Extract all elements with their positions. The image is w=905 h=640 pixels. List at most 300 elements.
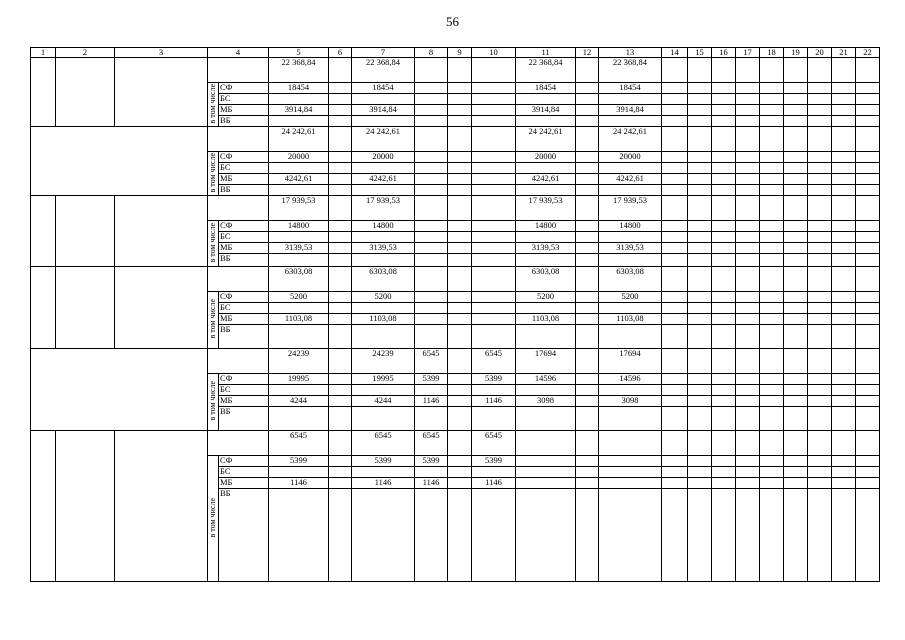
empty-cell [856, 116, 880, 127]
value-c8 [415, 325, 448, 349]
source-bs-label: БС [219, 467, 269, 478]
empty-cell [329, 83, 352, 94]
empty-cell [448, 314, 472, 325]
value-c10 [472, 116, 516, 127]
empty-cell [856, 431, 880, 456]
empty-cell [736, 292, 760, 303]
value-c7 [352, 385, 415, 396]
total-cost-label [208, 196, 269, 221]
source-mb-label: МБ [219, 396, 269, 407]
district-name [56, 267, 115, 349]
source-mb-label: МБ [219, 314, 269, 325]
empty-cell [784, 325, 808, 349]
empty-cell [832, 431, 856, 456]
value-c8 [415, 467, 448, 478]
empty-cell [760, 105, 784, 116]
empty-cell [832, 152, 856, 163]
value-c7 [352, 303, 415, 314]
empty-cell [329, 116, 352, 127]
empty-cell [832, 254, 856, 267]
empty-cell [760, 396, 784, 407]
empty-cell [856, 478, 880, 489]
value-c11: 20000 [516, 152, 576, 163]
value-c8 [415, 314, 448, 325]
empty-cell [688, 221, 712, 232]
empty-cell [808, 174, 832, 185]
including-text: в том числе [208, 222, 217, 263]
empty-cell [576, 396, 599, 407]
empty-cell [688, 127, 712, 152]
source-bs-label: БС [219, 94, 269, 105]
empty-cell [576, 58, 599, 83]
empty-cell [576, 163, 599, 174]
empty-cell [808, 407, 832, 431]
empty-cell [448, 396, 472, 407]
value-c5: 20000 [269, 152, 329, 163]
empty-cell [688, 396, 712, 407]
empty-cell [662, 292, 688, 303]
value-c11 [516, 456, 576, 467]
empty-cell [712, 174, 736, 185]
value-c5 [269, 254, 329, 267]
empty-cell [832, 116, 856, 127]
value-c5 [269, 407, 329, 431]
empty-cell [808, 478, 832, 489]
empty-cell [760, 83, 784, 94]
value-c8 [415, 407, 448, 431]
value-c13: 1103,08 [599, 314, 662, 325]
empty-cell [736, 431, 760, 456]
empty-cell [688, 105, 712, 116]
empty-cell [784, 116, 808, 127]
value-c10 [472, 221, 516, 232]
empty-cell [712, 243, 736, 254]
header-cell: 8 [415, 48, 448, 58]
row-number [31, 58, 56, 127]
empty-cell [808, 116, 832, 127]
value-c11 [516, 467, 576, 478]
empty-cell [760, 116, 784, 127]
empty-cell [856, 303, 880, 314]
table-row [31, 58, 904, 83]
empty-cell [736, 303, 760, 314]
empty-cell [448, 163, 472, 174]
empty-cell [808, 325, 832, 349]
header-cell: 6 [329, 48, 352, 58]
empty-cell [832, 385, 856, 396]
value-c10: 6545 [472, 349, 516, 374]
empty-cell [712, 116, 736, 127]
empty-cell [448, 478, 472, 489]
empty-cell [688, 58, 712, 83]
empty-cell [329, 163, 352, 174]
empty-cell [808, 83, 832, 94]
empty-cell [856, 243, 880, 254]
empty-cell [448, 267, 472, 292]
object-name [115, 196, 208, 267]
empty-cell [662, 431, 688, 456]
empty-cell [784, 105, 808, 116]
value-c8 [415, 243, 448, 254]
value-c10 [472, 325, 516, 349]
value-c13 [599, 456, 662, 467]
source-sf-label: СФ [219, 83, 269, 94]
value-c8 [415, 58, 448, 83]
value-c5 [269, 385, 329, 396]
row-number [31, 267, 56, 349]
including-label [208, 456, 219, 582]
empty-cell [688, 94, 712, 105]
value-c5: 19995 [269, 374, 329, 385]
empty-cell [329, 303, 352, 314]
empty-cell [329, 185, 352, 196]
empty-cell [329, 232, 352, 243]
value-c11 [516, 116, 576, 127]
empty-cell [712, 489, 736, 582]
total-cost-label [208, 127, 269, 152]
header-cell: 11 [516, 48, 576, 58]
empty-cell [662, 254, 688, 267]
value-c5 [269, 94, 329, 105]
source-vb-label: ВБ [219, 116, 269, 127]
empty-cell [576, 116, 599, 127]
value-c7: 18454 [352, 83, 415, 94]
empty-cell [808, 152, 832, 163]
empty-cell [329, 385, 352, 396]
value-c13: 18454 [599, 83, 662, 94]
empty-cell [856, 489, 880, 582]
empty-cell [784, 407, 808, 431]
empty-cell [712, 105, 736, 116]
value-c11: 3098 [516, 396, 576, 407]
empty-cell [856, 349, 880, 374]
empty-cell [662, 152, 688, 163]
empty-cell [760, 374, 784, 385]
value-c7 [352, 254, 415, 267]
empty-cell [856, 396, 880, 407]
empty-cell [576, 267, 599, 292]
empty-cell [576, 349, 599, 374]
value-c5: 6303,08 [269, 267, 329, 292]
empty-cell [576, 314, 599, 325]
empty-cell [662, 127, 688, 152]
empty-cell [784, 196, 808, 221]
empty-cell [662, 467, 688, 478]
value-c13 [599, 467, 662, 478]
empty-cell [808, 314, 832, 325]
empty-cell [760, 407, 784, 431]
empty-cell [808, 467, 832, 478]
empty-cell [832, 196, 856, 221]
empty-cell [688, 456, 712, 467]
value-c10: 1146 [472, 478, 516, 489]
including-text: в том числе [208, 497, 217, 538]
empty-cell [736, 243, 760, 254]
empty-cell [856, 254, 880, 267]
empty-cell [688, 254, 712, 267]
value-c10 [472, 127, 516, 152]
value-c8 [415, 292, 448, 303]
value-c11 [516, 407, 576, 431]
value-c11 [516, 94, 576, 105]
empty-cell [448, 185, 472, 196]
empty-cell [688, 467, 712, 478]
value-c13: 3098 [599, 396, 662, 407]
empty-cell [832, 314, 856, 325]
empty-cell [760, 489, 784, 582]
empty-cell [329, 221, 352, 232]
empty-cell [856, 127, 880, 152]
value-c5: 1103,08 [269, 314, 329, 325]
empty-cell [688, 407, 712, 431]
value-c11: 3914,84 [516, 105, 576, 116]
empty-cell [808, 221, 832, 232]
value-c13 [599, 232, 662, 243]
empty-cell [760, 152, 784, 163]
empty-cell [760, 314, 784, 325]
value-c11 [516, 254, 576, 267]
value-c11: 22 368,84 [516, 58, 576, 83]
empty-cell [784, 163, 808, 174]
value-c10 [472, 267, 516, 292]
empty-cell [784, 431, 808, 456]
data-table [30, 47, 904, 582]
empty-cell [784, 489, 808, 582]
empty-cell [712, 196, 736, 221]
empty-cell [808, 58, 832, 83]
value-c11: 14596 [516, 374, 576, 385]
empty-cell [662, 243, 688, 254]
header-cell: 5 [269, 48, 329, 58]
value-c5: 5399 [269, 456, 329, 467]
value-c10: 1146 [472, 396, 516, 407]
empty-cell [662, 94, 688, 105]
empty-cell [760, 163, 784, 174]
value-c7: 4244 [352, 396, 415, 407]
value-c10 [472, 58, 516, 83]
empty-cell [329, 94, 352, 105]
header-cell: 19 [784, 48, 808, 58]
empty-cell [736, 254, 760, 267]
value-c7 [352, 467, 415, 478]
value-c8 [415, 221, 448, 232]
empty-cell [856, 152, 880, 163]
source-vb-label: ВБ [219, 489, 269, 582]
empty-cell [688, 163, 712, 174]
value-c8: 6545 [415, 431, 448, 456]
value-c5: 17 939,53 [269, 196, 329, 221]
header-cell: 21 [832, 48, 856, 58]
empty-cell [856, 83, 880, 94]
empty-cell [784, 232, 808, 243]
value-c13 [599, 185, 662, 196]
empty-cell [712, 349, 736, 374]
source-mb-label: МБ [219, 174, 269, 185]
value-c8 [415, 94, 448, 105]
empty-cell [760, 478, 784, 489]
value-c11 [516, 478, 576, 489]
empty-cell [808, 431, 832, 456]
empty-cell [688, 431, 712, 456]
table-row [31, 196, 904, 221]
empty-cell [760, 431, 784, 456]
empty-cell [760, 349, 784, 374]
empty-cell [760, 94, 784, 105]
header-cell: 17 [736, 48, 760, 58]
value-c13: 24 242,61 [599, 127, 662, 152]
empty-cell [688, 314, 712, 325]
empty-cell [736, 467, 760, 478]
value-c7: 6545 [352, 431, 415, 456]
empty-cell [784, 292, 808, 303]
empty-cell [576, 105, 599, 116]
value-c7: 4242,61 [352, 174, 415, 185]
value-c5 [269, 232, 329, 243]
value-c7 [352, 407, 415, 431]
empty-cell [662, 221, 688, 232]
empty-cell [448, 174, 472, 185]
empty-cell [784, 254, 808, 267]
empty-cell [712, 267, 736, 292]
empty-cell [856, 407, 880, 431]
empty-cell [712, 467, 736, 478]
value-c10 [472, 489, 516, 582]
empty-cell [856, 221, 880, 232]
table-row [31, 431, 904, 456]
district-name [56, 196, 115, 267]
value-c8 [415, 163, 448, 174]
empty-cell [784, 374, 808, 385]
including-label [208, 152, 219, 196]
empty-cell [448, 58, 472, 83]
value-c5: 3914,84 [269, 105, 329, 116]
empty-cell [736, 83, 760, 94]
header-cell: 16 [712, 48, 736, 58]
value-c13: 20000 [599, 152, 662, 163]
value-c7: 5200 [352, 292, 415, 303]
empty-cell [712, 385, 736, 396]
value-c8 [415, 196, 448, 221]
object-name [115, 267, 208, 349]
empty-cell [662, 185, 688, 196]
empty-cell [808, 127, 832, 152]
value-c5: 6545 [269, 431, 329, 456]
empty-cell [712, 374, 736, 385]
source-mb-label: МБ [219, 243, 269, 254]
empty-cell [760, 127, 784, 152]
empty-cell [784, 127, 808, 152]
empty-cell [662, 314, 688, 325]
empty-cell [856, 467, 880, 478]
value-c13 [599, 116, 662, 127]
value-c10: 5399 [472, 456, 516, 467]
value-c10 [472, 407, 516, 431]
empty-cell [784, 185, 808, 196]
empty-cell [856, 105, 880, 116]
value-c5 [269, 185, 329, 196]
empty-cell [736, 163, 760, 174]
source-vb-label: ВБ [219, 325, 269, 349]
page-number: 56 [446, 14, 459, 29]
empty-cell [329, 325, 352, 349]
empty-cell [736, 325, 760, 349]
empty-cell [784, 478, 808, 489]
including-label [208, 83, 219, 127]
empty-cell [329, 127, 352, 152]
empty-cell [856, 163, 880, 174]
empty-cell [448, 152, 472, 163]
value-c10 [472, 243, 516, 254]
value-c5: 24239 [269, 349, 329, 374]
empty-cell [329, 431, 352, 456]
header-cell: 13 [599, 48, 662, 58]
empty-cell [688, 196, 712, 221]
header-cell: 14 [662, 48, 688, 58]
value-c7: 17 939,53 [352, 196, 415, 221]
empty-cell [662, 456, 688, 467]
empty-cell [329, 254, 352, 267]
header-cell: 20 [808, 48, 832, 58]
empty-cell [856, 325, 880, 349]
empty-cell [662, 385, 688, 396]
empty-cell [808, 254, 832, 267]
row-number [31, 431, 56, 582]
empty-cell [576, 254, 599, 267]
source-mb-label: МБ [219, 478, 269, 489]
empty-cell [712, 314, 736, 325]
empty-cell [576, 303, 599, 314]
source-bs-label: БС [219, 303, 269, 314]
source-mb-label: МБ [219, 105, 269, 116]
value-c13 [599, 94, 662, 105]
empty-cell [736, 489, 760, 582]
empty-cell [688, 292, 712, 303]
empty-cell [712, 94, 736, 105]
value-c10 [472, 232, 516, 243]
value-c10 [472, 292, 516, 303]
empty-cell [784, 243, 808, 254]
value-c5 [269, 303, 329, 314]
value-c8 [415, 254, 448, 267]
empty-cell [576, 83, 599, 94]
subtotal-label [31, 349, 208, 431]
empty-cell [784, 152, 808, 163]
table-row [31, 267, 904, 292]
empty-cell [662, 489, 688, 582]
empty-cell [832, 467, 856, 478]
value-c10 [472, 163, 516, 174]
empty-cell [712, 396, 736, 407]
empty-cell [736, 94, 760, 105]
empty-cell [856, 314, 880, 325]
empty-cell [832, 83, 856, 94]
object-name [115, 431, 208, 582]
empty-cell [808, 396, 832, 407]
empty-cell [760, 196, 784, 221]
including-label [208, 292, 219, 349]
value-c8 [415, 152, 448, 163]
header-cell: 18 [760, 48, 784, 58]
value-c7 [352, 232, 415, 243]
empty-cell [832, 127, 856, 152]
empty-cell [784, 467, 808, 478]
empty-cell [856, 174, 880, 185]
header-cell: 10 [472, 48, 516, 58]
empty-cell [688, 152, 712, 163]
empty-cell [662, 396, 688, 407]
source-sf-label: СФ [219, 456, 269, 467]
empty-cell [784, 396, 808, 407]
